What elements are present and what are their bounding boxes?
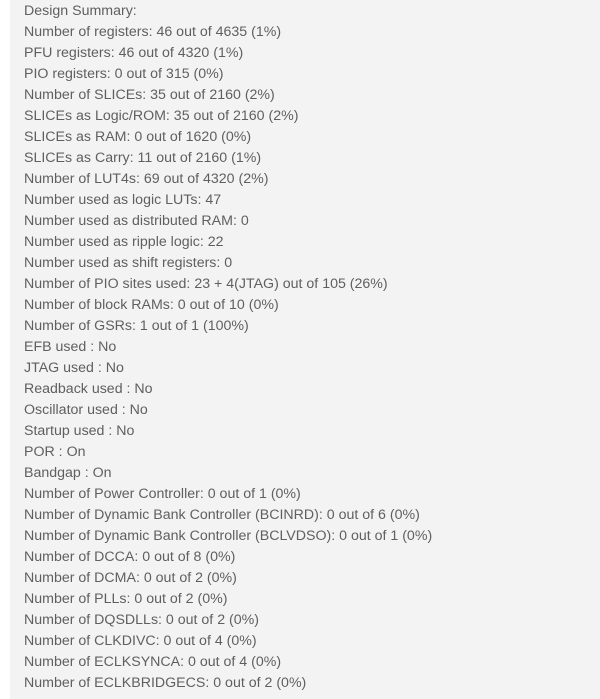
summary-line: PIO registers: 0 out of 315 (0%) (24, 66, 224, 82)
summary-line: Number of LUT4s: 69 out of 4320 (2%) (24, 171, 269, 187)
summary-line: Number used as ripple logic: 22 (24, 234, 224, 250)
summary-line: Number of ECLKSYNCA: 0 out of 4 (0%) (24, 654, 282, 670)
summary-line: Number used as shift registers: 0 (24, 255, 233, 271)
summary-line: Number of registers: 46 out of 4635 (1%) (24, 24, 282, 40)
summary-line: Number of block RAMs: 0 out of 10 (0%) (24, 297, 279, 313)
summary-line: Number used as logic LUTs: 47 (24, 192, 222, 208)
summary-line: POR : On (24, 444, 86, 460)
summary-line: JTAG used : No (24, 360, 124, 376)
summary-line: Bandgap : On (24, 465, 112, 481)
design-summary-list (24, 1, 600, 694)
summary-line: EFB used : No (24, 339, 117, 355)
summary-line: Number of PIO sites used: 23 + 4(JTAG) out of 105 (26%) (24, 276, 388, 292)
summary-line: Oscillator used : No (24, 402, 148, 418)
summary-line: Number of Dynamic Bank Controller (BCINRD): 0 out of 6 (0%) (24, 507, 420, 523)
summary-line: SLICEs as RAM: 0 out of 1620 (0%) (24, 129, 252, 145)
summary-line: Number of DCMA: 0 out of 2 (0%) (24, 570, 237, 586)
summary-line: Number of SLICEs: 35 out of 2160 (2%) (24, 87, 275, 103)
design-summary-panel (10, 0, 600, 699)
summary-line: Startup used : No (24, 423, 135, 439)
summary-line: Number of Power Controller: 0 out of 1 (0%) (24, 486, 301, 502)
summary-line: Readback used : No (24, 381, 153, 397)
summary-line: SLICEs as Carry: 11 out of 2160 (1%) (24, 150, 262, 166)
summary-line: Number of Dynamic Bank Controller (BCLVDSO): 0 out of 1 (0%) (24, 528, 433, 544)
summary-line: Number of GSRs: 1 out of 1 (100%) (24, 318, 249, 334)
summary-line: Number used as distributed RAM: 0 (24, 213, 249, 229)
summary-line: Number of DQSDLLs: 0 out of 2 (0%) (24, 612, 259, 628)
summary-line: Number of ECLKBRIDGECS: 0 out of 2 (0%) (24, 675, 307, 691)
summary-line: Number of CLKDIVC: 0 out of 4 (0%) (24, 633, 257, 649)
summary-line: SLICEs as Logic/ROM: 35 out of 2160 (2%) (24, 108, 299, 124)
summary-line: PFU registers: 46 out of 4320 (1%) (24, 45, 244, 61)
summary-line: Number of DCCA: 0 out of 8 (0%) (24, 549, 236, 565)
summary-line: Number of PLLs: 0 out of 2 (0%) (24, 591, 228, 607)
summary-heading: Design Summary: (24, 3, 137, 19)
